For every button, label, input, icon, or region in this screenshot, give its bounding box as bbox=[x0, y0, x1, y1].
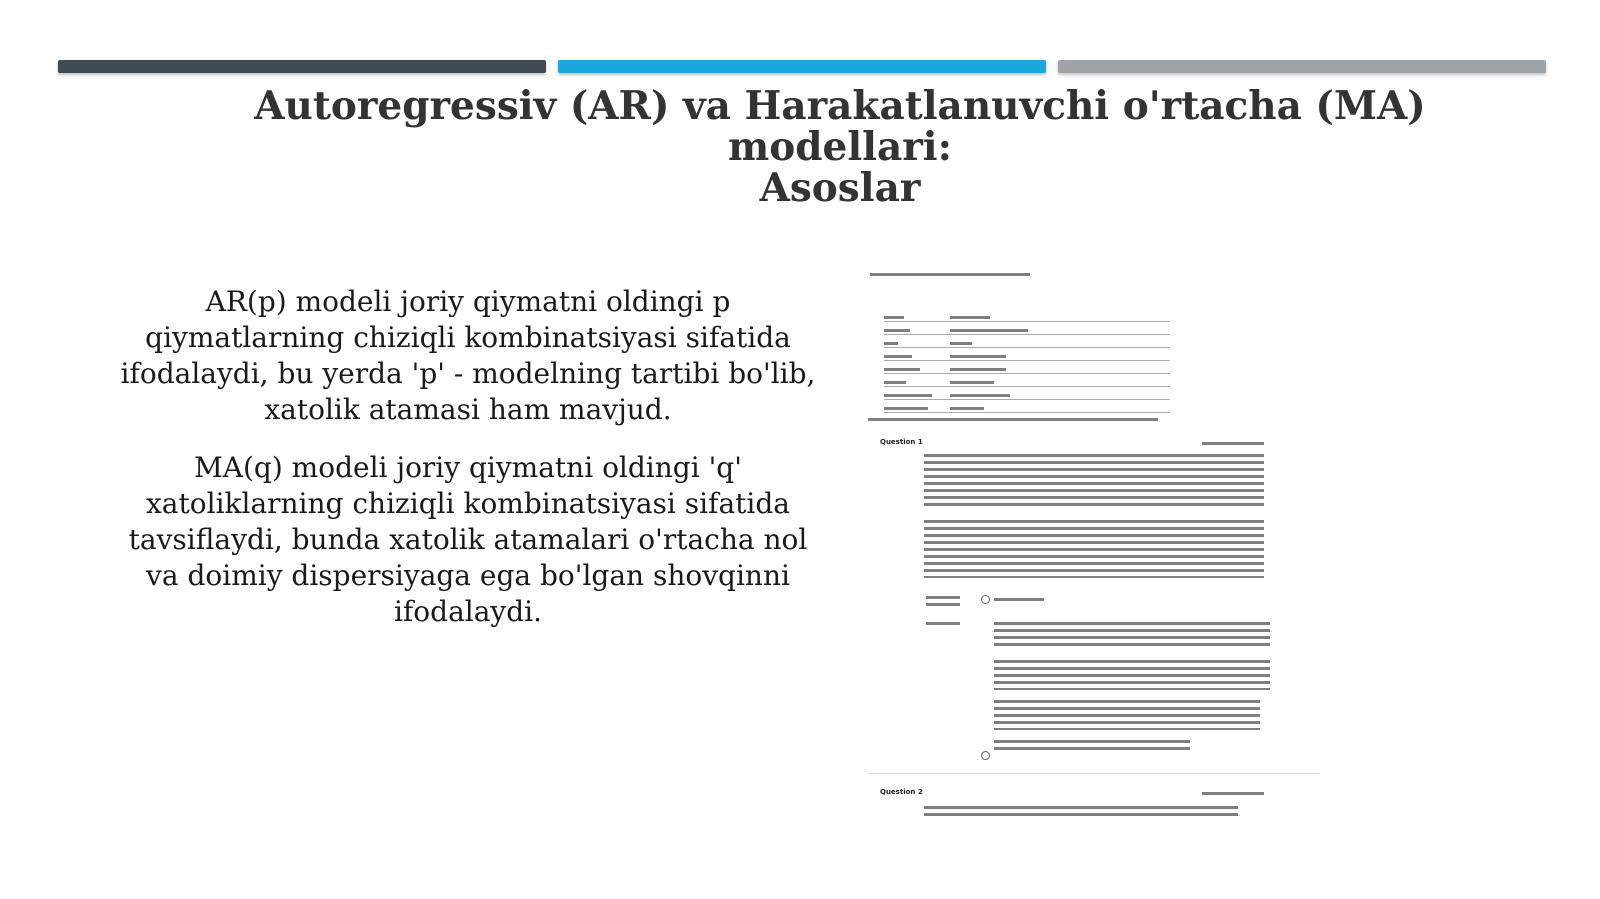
doc-answer-option bbox=[994, 658, 1270, 690]
header-bar-blue bbox=[558, 60, 1046, 73]
doc-info-row bbox=[884, 364, 1170, 374]
doc-info-row bbox=[884, 325, 1170, 335]
slide-title bbox=[150, 83, 1530, 211]
doc-info-footer bbox=[868, 416, 1158, 422]
document-screenshot-image bbox=[868, 268, 1320, 858]
doc-info-row bbox=[884, 377, 1170, 387]
doc-selected-answer bbox=[994, 596, 1044, 602]
doc-answer-option bbox=[994, 698, 1260, 730]
doc-question2-text bbox=[924, 804, 1238, 820]
doc-answers-label bbox=[926, 620, 960, 626]
doc-question1-label: Question 1 bbox=[880, 438, 923, 446]
doc-info-row bbox=[884, 338, 1170, 348]
doc-separator bbox=[868, 773, 1320, 774]
slide-title-line1: Autoregressiv (AR) va Harakatlanuvchi o'rtacha (MA) modellari: bbox=[254, 83, 1426, 170]
paragraph-ar-model: AR(p) modeli joriy qiymatni oldingi p qiymatlarning chiziqli kombinatsiyasi sifatida ifodalaydi, bu yerda 'p' - modelning tartibi bo'lib, xatolik atamasi ham mavjud. bbox=[120, 285, 816, 426]
doc-info-row bbox=[884, 390, 1170, 400]
doc-question1-text bbox=[924, 452, 1264, 510]
doc-radio-icon bbox=[981, 595, 990, 604]
slide-title-line2: Asoslar bbox=[759, 165, 921, 211]
slide-body bbox=[108, 284, 828, 652]
doc-answer-option bbox=[994, 620, 1270, 650]
doc-question1-points bbox=[1202, 440, 1264, 445]
doc-selected-answer-label bbox=[926, 594, 960, 606]
paragraph-ma-model: MA(q) modeli joriy qiymatni oldingi 'q' xatoliklarning chiziqli kombinatsiyasi sifatida tavsiflaydi, bunda xatolik atamalari o'rtacha nol va doimiy dispersiyaga ega bo'lgan shovqinni ifodalaydi. bbox=[128, 451, 808, 628]
doc-question2-label: Question 2 bbox=[880, 788, 923, 796]
doc-info-row bbox=[884, 351, 1170, 361]
doc-breadcrumb bbox=[870, 271, 1030, 277]
doc-info-row bbox=[884, 403, 1170, 413]
doc-question1-text2 bbox=[924, 518, 1264, 578]
doc-question2-points bbox=[1202, 790, 1264, 795]
header-bar-gray bbox=[1058, 60, 1546, 73]
doc-info-row bbox=[884, 312, 1170, 322]
header-bar-dark bbox=[58, 60, 546, 73]
doc-radio-icon bbox=[981, 751, 990, 760]
doc-answer-option bbox=[994, 738, 1190, 752]
